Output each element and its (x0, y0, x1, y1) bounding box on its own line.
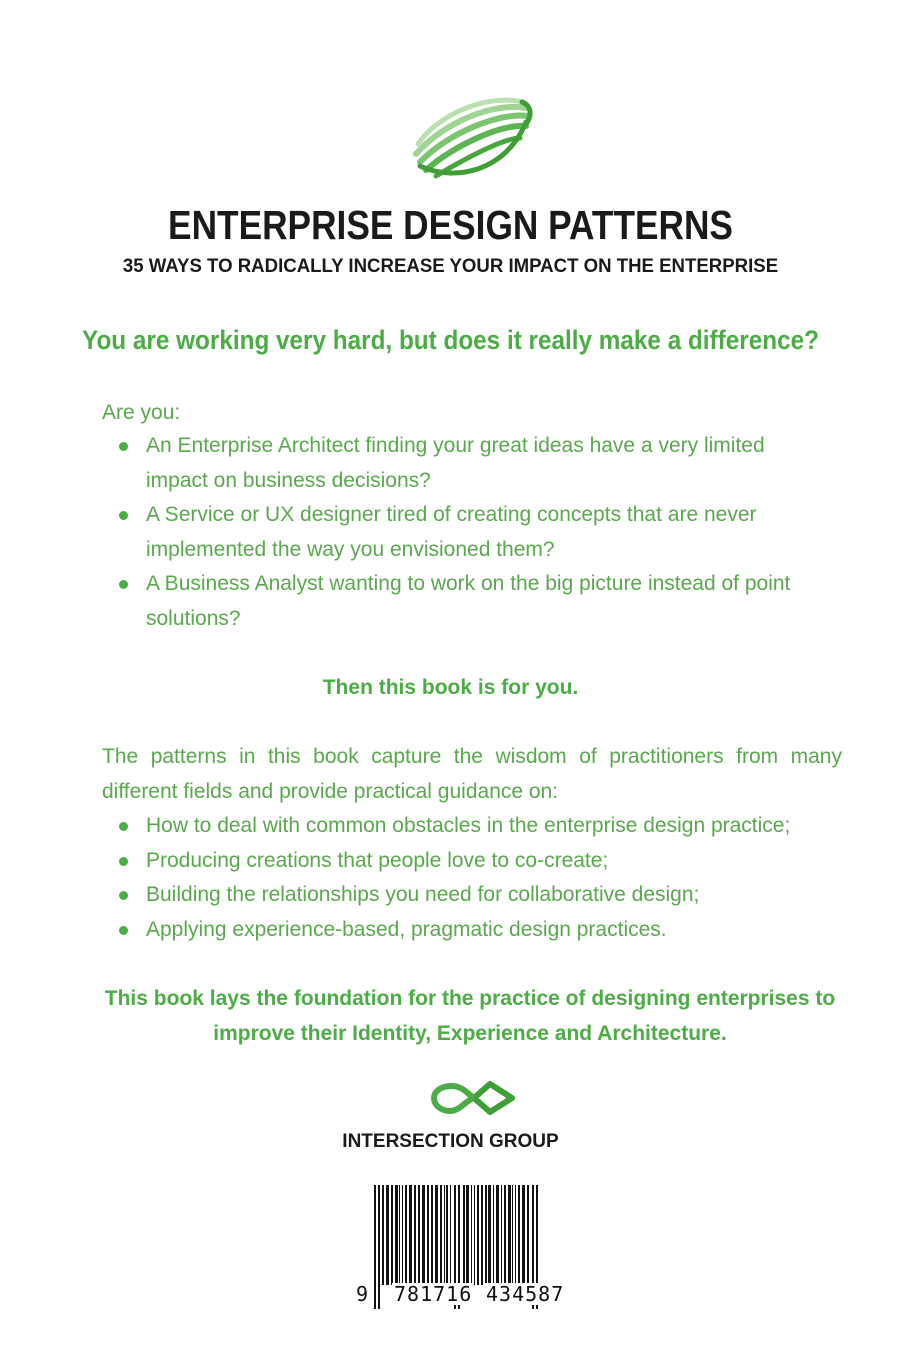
barcode-bar (512, 1185, 513, 1285)
barcode-bar (493, 1185, 494, 1285)
barcode-lead-digit: 9 (356, 1282, 370, 1306)
bullet-icon (119, 442, 128, 451)
barcode-bar (435, 1185, 438, 1285)
barcode-bar (395, 1185, 398, 1285)
barcode-bar (504, 1185, 506, 1285)
barcode-bar (450, 1185, 451, 1285)
barcode-bar (374, 1185, 376, 1309)
barcode-right-digits: 434587 (486, 1282, 565, 1306)
guidance-list (102, 809, 822, 947)
question-text: A Business Analyst wanting to work on the big picture instead of point solutions? (146, 572, 791, 630)
bullet-icon (119, 891, 128, 900)
barcode-bar (444, 1185, 445, 1285)
list-item (102, 844, 822, 879)
are-you-label: Are you: (102, 401, 181, 424)
bullet-icon (119, 926, 128, 935)
barcode-bar (386, 1185, 389, 1285)
barcode-bar (382, 1185, 384, 1285)
barcode-bar (474, 1185, 475, 1285)
headline: You are working very hard, but does it really make a difference? (82, 325, 819, 355)
barcode-bar (463, 1185, 465, 1285)
bullet-icon (119, 822, 128, 831)
questions-list (102, 429, 822, 636)
tagline: Then this book is for you. (322, 676, 579, 699)
guidance-text: Building the relationships you need for collaborative design; (146, 883, 700, 906)
question-text: A Service or UX designer tired of creating concepts that are never implemented the way you envisioned them? (146, 503, 757, 561)
green-swirl-logo-icon (410, 92, 534, 184)
list-item (102, 429, 822, 498)
foundation-statement: This book lays the foundation for the practice of designing enterprises to improve their Identity, Experience and Architecture. (104, 987, 836, 1045)
barcode-bar (527, 1185, 529, 1285)
barcode-bar (405, 1185, 407, 1285)
barcode-bar (409, 1185, 412, 1285)
barcode-bar (431, 1185, 433, 1285)
barcode-bar (446, 1185, 448, 1285)
bullet-icon (119, 511, 128, 520)
barcode-bar (496, 1185, 499, 1285)
publisher-name: INTERSECTION GROUP (342, 1131, 559, 1152)
barcode-bar (418, 1185, 420, 1285)
barcode-bar (488, 1185, 491, 1285)
isbn-barcode (356, 1185, 588, 1309)
barcode-bar (522, 1185, 525, 1285)
barcode-bar (427, 1185, 429, 1285)
book-title: ENTERPRISE DESIGN PATTERNS (168, 202, 733, 248)
barcode-bar (481, 1185, 483, 1285)
barcode-bar (378, 1185, 380, 1309)
barcode-bar (391, 1185, 393, 1285)
list-item (102, 913, 822, 948)
barcode-bar (440, 1185, 442, 1285)
barcode-bar (477, 1185, 479, 1285)
list-item (102, 498, 822, 567)
list-item (102, 878, 822, 913)
bullet-icon (119, 857, 128, 866)
barcode-bar (518, 1185, 520, 1285)
question-text: An Enterprise Architect finding your great ideas have a very limited impact on business decisions? (146, 434, 765, 492)
barcode-bar (466, 1185, 469, 1285)
barcode-bar (402, 1185, 403, 1285)
bullet-icon (119, 580, 128, 589)
barcode-bar (399, 1185, 400, 1285)
barcode-left-digits: 781716 (394, 1282, 473, 1306)
infinity-logo-icon (430, 1078, 518, 1118)
barcode-bar (501, 1185, 502, 1285)
book-subtitle: 35 WAYS TO RADICALLY INCREASE YOUR IMPACT ON THE ENTERPRISE (122, 256, 779, 277)
patterns-intro: The patterns in this book capture the wisdom of practitioners from many different fields and provide practical guidance on: (102, 745, 842, 803)
barcode-bar (515, 1185, 516, 1285)
barcode-bar (422, 1185, 425, 1285)
barcode-bar (508, 1185, 511, 1285)
guidance-text: Applying experience-based, pragmatic design practices. (146, 917, 667, 941)
guidance-text: Producing creations that people love to co-create; (146, 848, 609, 872)
barcode-bar (414, 1185, 416, 1285)
list-item (102, 567, 822, 636)
guidance-text: How to deal with common obstacles in the enterprise design practice; (146, 814, 791, 837)
barcode-bar (471, 1185, 472, 1285)
barcode-bar (485, 1185, 487, 1285)
list-item (102, 809, 822, 844)
